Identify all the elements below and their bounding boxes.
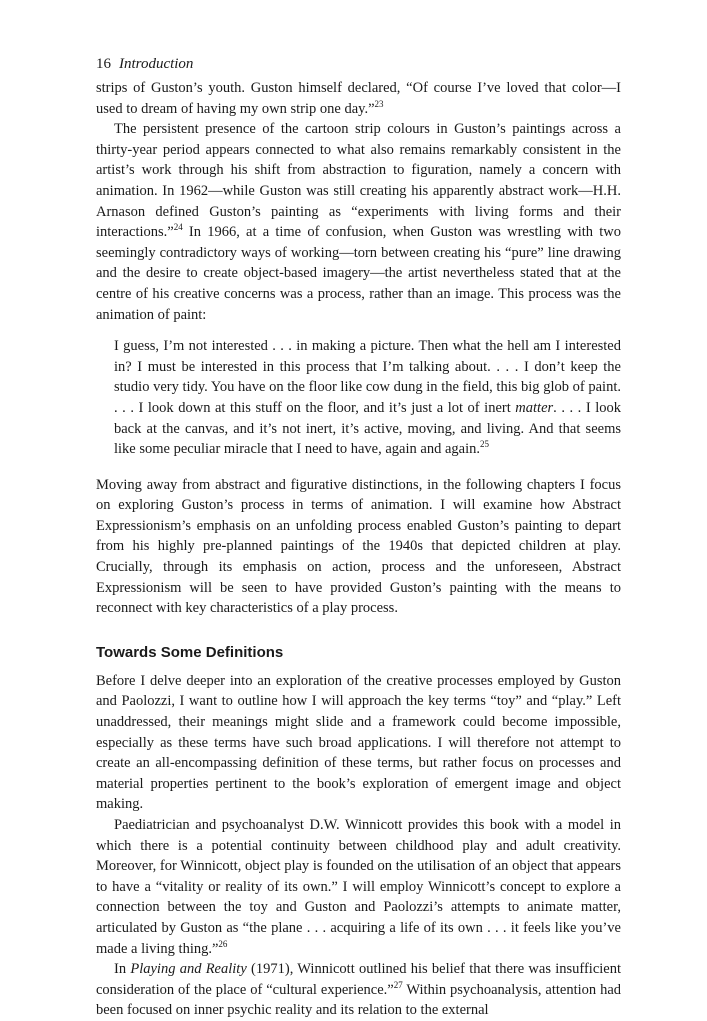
footnote-ref-25: 25 bbox=[479, 439, 489, 450]
block-quote bbox=[114, 336, 621, 460]
paragraph-2-text-b: In 1966, at a time of confusion, when Guston was wrestling with two seemingly contradictory ways of working—torn between creating his “pure” line drawing and the desire to create object-based imagery—the artist nevertheless stated that at the centre of his creative concerns was a process, rather than an image. This process was the animation of paint: bbox=[96, 224, 621, 323]
quote-text-b: . . . . I look back at the canvas, and it’s not inert, it’s active, moving, and living. And that seems like some peculiar miracle that I need to have, again and again. bbox=[114, 399, 622, 458]
paragraph-4: Before I delve deeper into an exploration of the creative processes employed by Guston and Paolozzi, I want to outline how I will approach the key terms “toy” and “play.” Left unaddressed, their meanings might slide and a framework could become impossible, especially as these terms have such broad applications. I will therefore not attempt to create an all-encompassing definition of these terms, but rather focus on processes and material properties pertinent to the book’s exploration of emergent image and object making. bbox=[96, 672, 621, 813]
page-number: 16 bbox=[96, 56, 111, 72]
book-title-emphasis: Playing and Reality bbox=[130, 961, 247, 978]
paragraph-1-text: strips of Guston’s youth. Guston himself declared, “Of course I’ve loved that color—I used to dream of having my own strip one day.” bbox=[96, 80, 621, 117]
quote-emphasis: matter bbox=[515, 399, 554, 416]
paragraph-1 bbox=[96, 78, 621, 119]
paragraph-6-text-a: In bbox=[114, 961, 131, 978]
page-body bbox=[96, 54, 621, 1021]
footnote-ref-26: 26 bbox=[218, 938, 228, 949]
footnote-ref-27: 27 bbox=[393, 979, 403, 990]
quote-text-a: I guess, I’m not interested . . . in making a picture. Then what the hell am I interested in? I must be interested in this process that I’m talking about. . . . I don’t keep the studio very tidy. You have on the floor like cow dung in the field, this big glob of paint. . . . I look down at this stuff on the floor, and it’s just a lot of inert bbox=[114, 338, 621, 416]
paragraph-5 bbox=[96, 815, 621, 959]
paragraph-6-text-c: Within psychoanalysis, attention had been focused on inner psychic reality and its relation to the external bbox=[96, 981, 621, 1019]
block-quote-text bbox=[114, 336, 621, 460]
footnote-ref-24: 24 bbox=[173, 222, 183, 233]
paragraph-3: Moving away from abstract and figurative distinctions, in the following chapters I focus on exploring Guston’s process in terms of animation. I will examine how Abstract Expressionism’s emphasis on an unfolding process enabled Guston’s painting to depart from his highly pre-planned paintings of the 1940s that depicted children at play. Crucially, through its emphasis on action, process and the unforeseen, Abstract Expressionism will be seen to have provided Guston’s painting with the means to reconnect with key characteristics of a play process. bbox=[96, 476, 621, 617]
footnote-ref-23: 23 bbox=[374, 98, 384, 109]
paragraph-6-text-b: (1971), Winnicott outlined his belief that there was insufficient consideration of the place of “cultural experience.” bbox=[96, 961, 621, 998]
section-heading: Towards Some Definitions bbox=[96, 643, 284, 661]
running-title: Introduction bbox=[119, 56, 194, 72]
running-header bbox=[96, 54, 621, 74]
paragraph-2-text-a: The persistent presence of the cartoon strip colours in Guston’s paintings across a thirty-year period appears connected to what also remains remarkably consistent in the artist’s work through his shift from abstraction to figuration, namely a concern with animation. In 1962—while Guston was still creating his apparently abstract work—H.H. Arnason defined Guston’s painting as “experiments with living forms and their interactions.” bbox=[96, 121, 621, 241]
paragraph-2 bbox=[96, 119, 621, 325]
paragraph-5-text: Paediatrician and psychoanalyst D.W. Winnicott provides this book with a model in which there is a potential continuity between childhood play and adult creativity. Moreover, for Winnicott, object play is founded on the utilisation of an object that appears to have a “vitality or reality of its own.” I will employ Winnicott’s concept to explore a connection between the toy and Guston and Paolozzi’s attempts to animate matter, articulated by Guston as “the plane . . . acquiring a life of its own . . . it feels like you’ve made a living thing.” bbox=[96, 817, 621, 957]
paragraph-6 bbox=[96, 959, 621, 1021]
